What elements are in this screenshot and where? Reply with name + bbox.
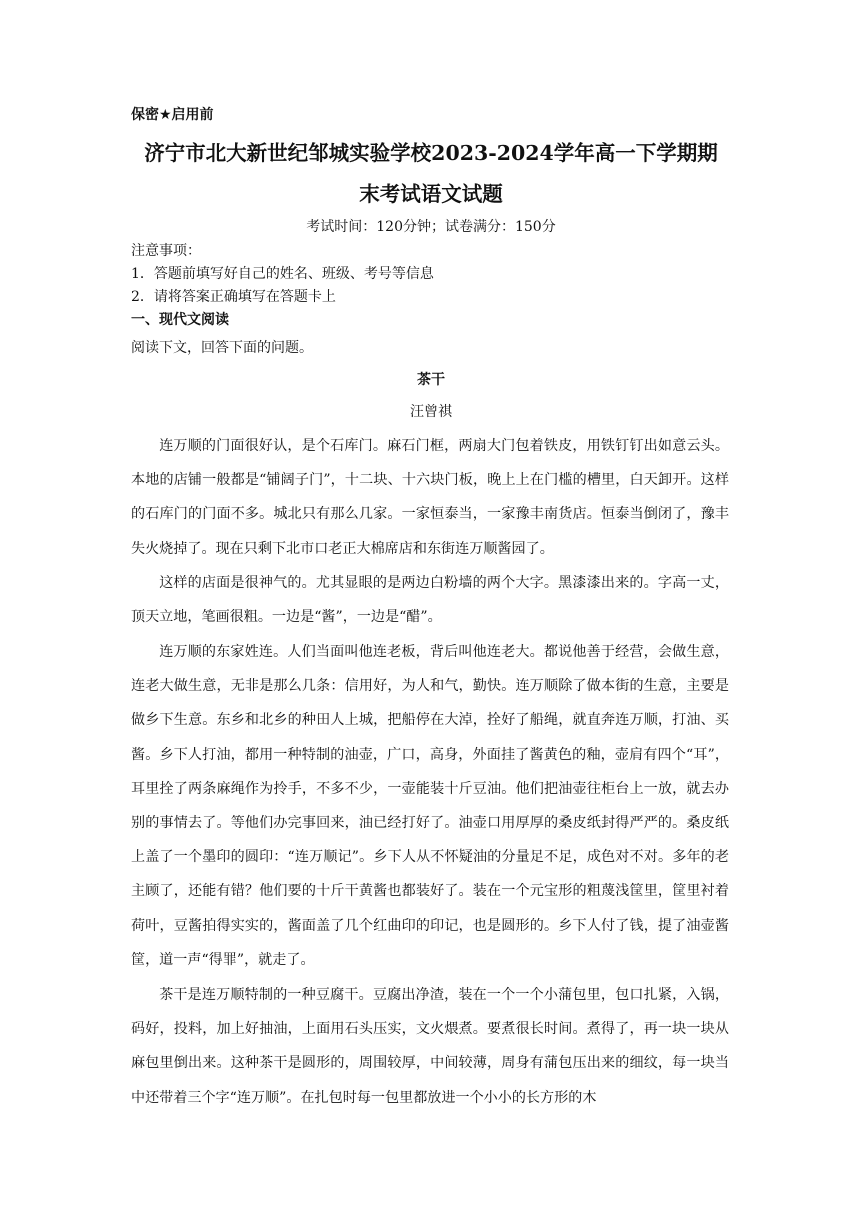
notice-item-2: 2．请将答案正确填写在答题卡上: [131, 289, 336, 305]
article-author: 汪曾祺: [410, 404, 452, 420]
exam-info: 考试时间：120分钟；试卷满分：150分: [306, 219, 556, 235]
secret-mark: 保密★启用前: [131, 107, 214, 123]
article-paragraph-2: 这样的店面是很神气的。尤其显眼的是两边白粉墙的两个大字。黑漆漆出来的。字高一丈，顶天立地，笔画很粗。一边是“酱”，一边是“醋”。: [131, 575, 729, 626]
article-title: 茶干: [417, 372, 445, 388]
section-instruction: 阅读下文，回答下面的问题。: [131, 340, 313, 356]
notice-item-1: 1．答题前填写好自己的姓名、班级、考号等信息: [131, 266, 434, 282]
article-paragraph-3: 连万顺的东家姓连。人们当面叫他连老板，背后叫他连老大。都说他善于经营，会做生意，连老大做生意，无非是那么几条：信用好，为人和气，勤快。连万顺除了做本街的生意，主要是做乡下生意。东乡和北乡的种田人上城，把船停在大淖，拴好了船绳，就直奔连万顺，打油、买酱。乡下人打油，都用一种特制的油壶，广口，高身，外面挂了酱黄色的釉，壶肩有四个“耳”，耳里拴了两条麻绳作为拎手，不多不少，一壶能装十斤豆油。他们把油壶往柜台上一放，就去办别的事情去了。等他们办完事回来，油已经打好了。油壶口用厚厚的桑皮纸封得严严的。桑皮纸上盖了一个墨印的圆印：“连万顺记”。乡下人从不怀疑油的分量足不足，成色对不对。多年的老主顾了，还能有错？他们要的十斤干黄酱也都装好了。装在一个元宝形的粗蔑浅筐里，筐里衬着荷叶，豆酱拍得实实的，酱面盖了几个红曲印的印记，也是圆形的。乡下人付了钱，提了油壶酱筐，道一声“得罪”，就走了。: [131, 644, 729, 968]
exam-title-line-2: 末考试语文试题: [359, 182, 503, 206]
article-paragraph-1: 连万顺的门面很好认，是个石库门。麻石门框，两扇大门包着铁皮，用铁钉钉出如意云头。本地的店铺一般都是“铺阔子门”，十二块、十六块门板，晚上上在门槛的槽里，白天卸开。这样的石库门的门面不多。城北只有那么几家。一家恒泰当，一家豫丰南货店。恒泰当倒闭了，豫丰失火烧掉了。现在只剩下北市口老正大棉席店和东街连万顺酱园了。: [131, 438, 729, 557]
section-heading: 一、现代文阅读: [131, 312, 229, 328]
notice-heading: 注意事项：: [131, 243, 201, 259]
article-paragraph-4: 茶干是连万顺特制的一种豆腐干。豆腐出净渣，装在一个一个小蒲包里，包口扎紧，入锅，码好，投料，加上好抽油，上面用石头压实，文火煨煮。要煮很长时间。煮得了，再一块一块从麻包里倒出来。这种茶干是圆形的，周围较厚，中间较薄，周身有蒲包压出来的细纹，每一块当中还带着三个字“连万顺”。在扎包时每一包里都放进一个小小的长方形的木: [131, 987, 729, 1106]
exam-title-line-1: 济宁市北大新世纪邹城实验学校2023-2024学年高一下学期期: [144, 141, 718, 165]
